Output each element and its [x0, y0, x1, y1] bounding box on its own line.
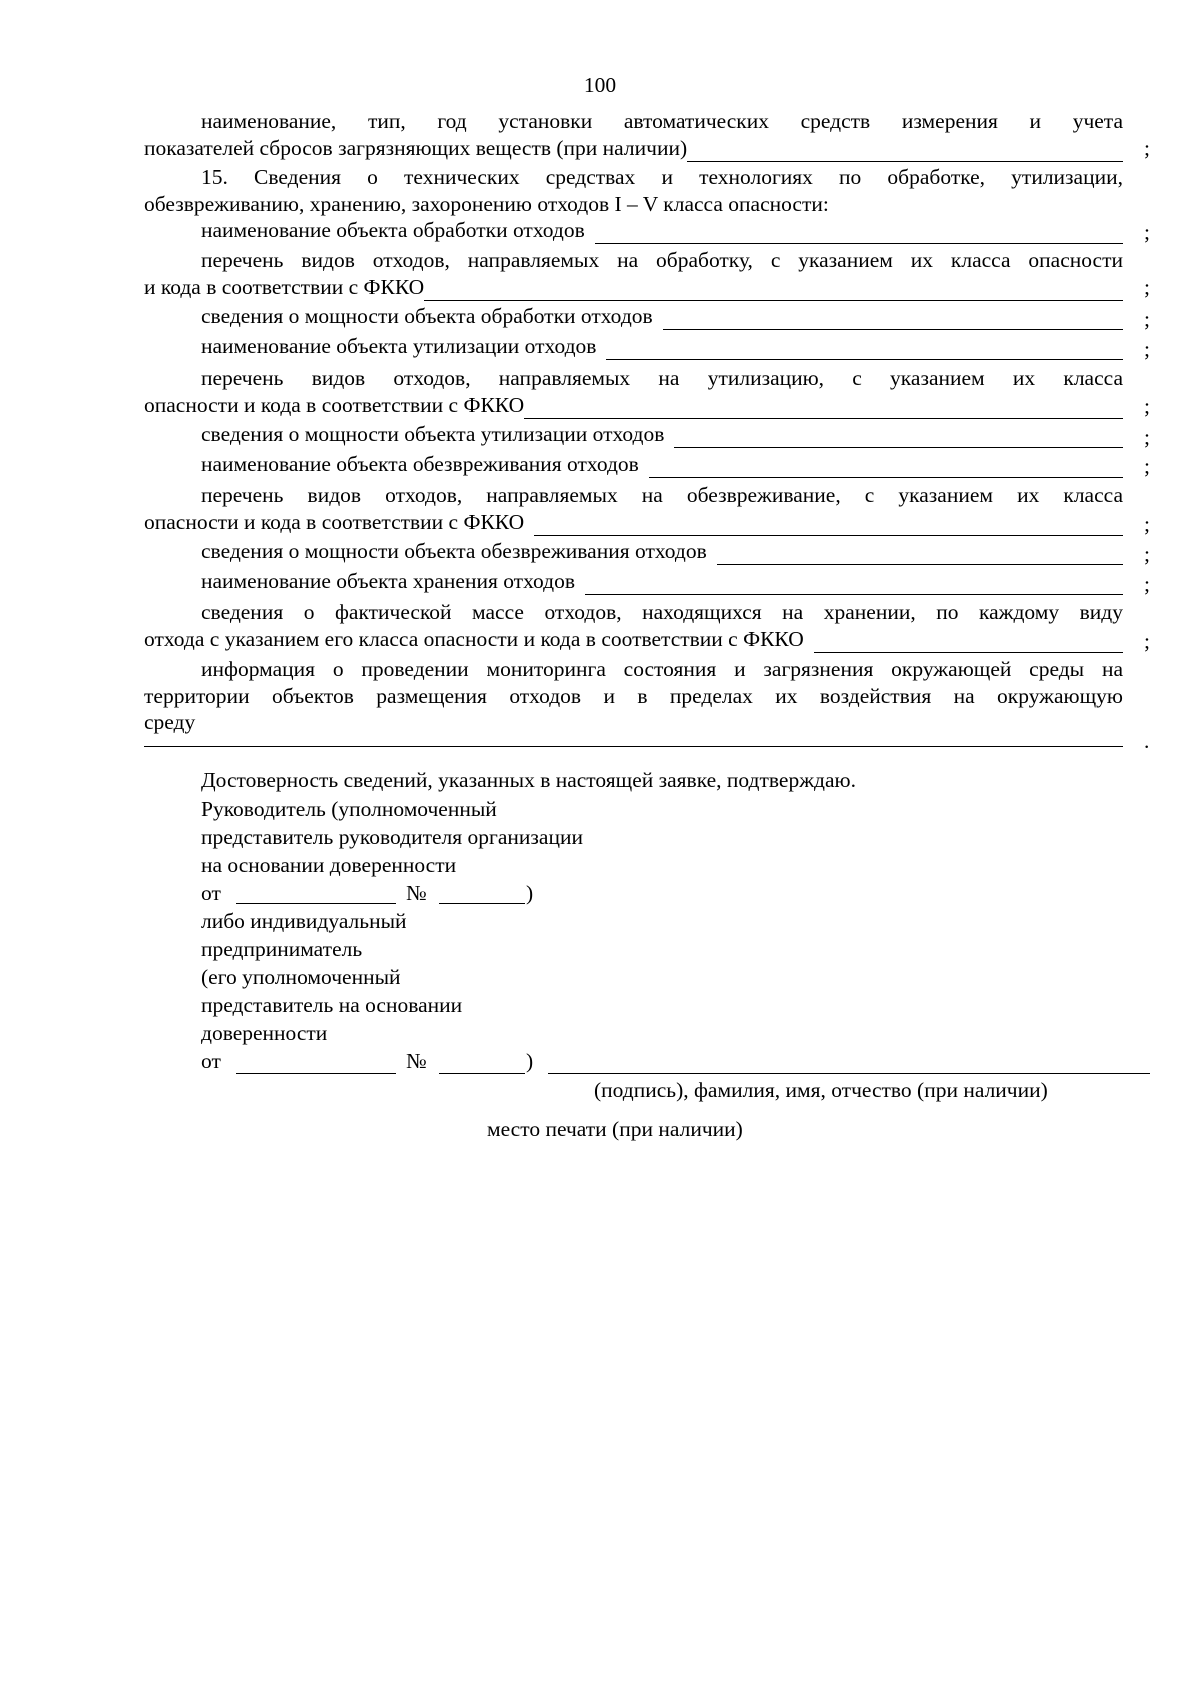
semicolon: ;	[1144, 394, 1150, 418]
blank-field[interactable]	[663, 309, 1123, 330]
semicolon: ;	[1144, 136, 1150, 160]
form-row	[201, 537, 1123, 565]
semicolon: ;	[1144, 275, 1150, 299]
signatory-text: доверенности	[201, 1021, 328, 1045]
signatory-text: либо индивидуальный	[201, 909, 407, 933]
confirmation-statement: Достоверность сведений, указанных в настоящей заявке, подтверждаю.	[201, 768, 856, 792]
blank-field[interactable]	[424, 280, 1123, 301]
signatory-text: представитель на основании	[201, 993, 463, 1017]
form-row	[144, 134, 1123, 162]
blank-field[interactable]	[534, 515, 1123, 536]
section-heading-cont: обезвреживанию, хранению, захоронению отходов I – V класса опасности:	[144, 192, 829, 216]
field-label: наименование объекта обработки отходов	[201, 218, 585, 242]
field-label: показателей сбросов загрязняющих веществ (при наличии)	[144, 136, 688, 160]
blank-field[interactable]	[524, 398, 1123, 419]
semicolon: ;	[1144, 454, 1150, 478]
semicolon: ;	[1144, 337, 1150, 361]
signature-caption: (подпись), фамилия, имя, отчество (при наличии)	[594, 1078, 1048, 1102]
stamp-place-label: место печати (при наличии)	[487, 1117, 743, 1141]
field-label: наименование объекта обезвреживания отходов	[201, 452, 639, 476]
text-line: информация о проведении мониторинга состояния и загрязнения окружающей среды на	[201, 657, 1123, 681]
blank-field[interactable]	[144, 746, 1123, 747]
blank-field[interactable]	[674, 427, 1123, 448]
semicolon: ;	[1144, 572, 1150, 596]
power-of-attorney-date-field[interactable]	[236, 1073, 396, 1074]
blank-field[interactable]	[814, 632, 1123, 653]
form-row	[201, 450, 1123, 478]
form-row	[201, 332, 1123, 360]
field-label: опасности и кода в соответствии с ФККО	[144, 393, 525, 417]
form-row	[201, 420, 1123, 448]
semicolon: ;	[1144, 220, 1150, 244]
number-sign: №	[406, 881, 427, 905]
power-of-attorney-number-field[interactable]	[439, 1073, 525, 1074]
signatory-text: на основании доверенности	[201, 853, 457, 877]
from-label: от	[201, 1049, 221, 1073]
text-line: перечень видов отходов, направляемых на утилизацию, с указанием их класса	[201, 366, 1123, 390]
field-label: сведения о мощности объекта обработки отходов	[201, 304, 653, 328]
semicolon: ;	[1144, 307, 1150, 331]
field-label: сведения о мощности объекта утилизации отходов	[201, 422, 665, 446]
power-of-attorney-number-field[interactable]	[439, 903, 525, 904]
text-line: перечень видов отходов, направляемых на обезвреживание, с указанием их класса	[201, 483, 1123, 507]
form-row	[144, 273, 1123, 301]
text-line: сведения о фактической массе отходов, находящихся на хранении, по каждому виду	[201, 600, 1123, 624]
text-line: территории объектов размещения отходов и в пределах их воздействия на окружающую	[144, 684, 1123, 708]
blank-field[interactable]	[649, 457, 1123, 478]
semicolon: ;	[1144, 425, 1150, 449]
signatory-text: Руководитель (уполномоченный	[201, 797, 497, 821]
semicolon: ;	[1144, 512, 1150, 536]
semicolon: ;	[1144, 542, 1150, 566]
form-row	[144, 391, 1123, 419]
blank-field[interactable]	[717, 544, 1123, 565]
text-line: наименование, тип, год установки автоматических средств измерения и учета	[201, 109, 1123, 133]
form-row	[201, 567, 1123, 595]
blank-field[interactable]	[687, 141, 1123, 162]
from-label: от	[201, 881, 221, 905]
signatory-text: (его уполномоченный	[201, 965, 401, 989]
text-line: среду	[144, 710, 196, 734]
signature-name-field[interactable]	[548, 1073, 1150, 1074]
form-row	[144, 625, 1123, 653]
number-sign: №	[406, 1049, 427, 1073]
close-paren: )	[526, 881, 534, 905]
signatory-text: предприниматель	[201, 937, 363, 961]
field-label: отхода с указанием его класса опасности и кода в соответствии с ФККО	[144, 627, 804, 651]
power-of-attorney-date-field[interactable]	[236, 903, 396, 904]
field-label: опасности и кода в соответствии с ФККО	[144, 510, 525, 534]
blank-field[interactable]	[585, 574, 1123, 595]
field-label: наименование объекта хранения отходов	[201, 569, 575, 593]
period: .	[1144, 729, 1150, 753]
form-row	[201, 216, 1123, 244]
form-row	[144, 508, 1123, 536]
text-line: перечень видов отходов, направляемых на обработку, с указанием их класса опасности	[201, 248, 1123, 272]
blank-field[interactable]	[606, 339, 1123, 360]
blank-field[interactable]	[595, 223, 1123, 244]
close-paren: )	[526, 1049, 534, 1073]
section-heading: 15. Сведения о технических средствах и технологиях по обработке, утилизации,	[201, 165, 1123, 189]
field-label: сведения о мощности объекта обезвреживания отходов	[201, 539, 707, 563]
signatory-text: представитель руководителя организации	[201, 825, 583, 849]
field-label: и кода в соответствии с ФККО	[144, 275, 425, 299]
form-row	[201, 302, 1123, 330]
semicolon: ;	[1144, 629, 1150, 653]
field-label: наименование объекта утилизации отходов	[201, 334, 597, 358]
page-number: 100	[583, 73, 617, 97]
